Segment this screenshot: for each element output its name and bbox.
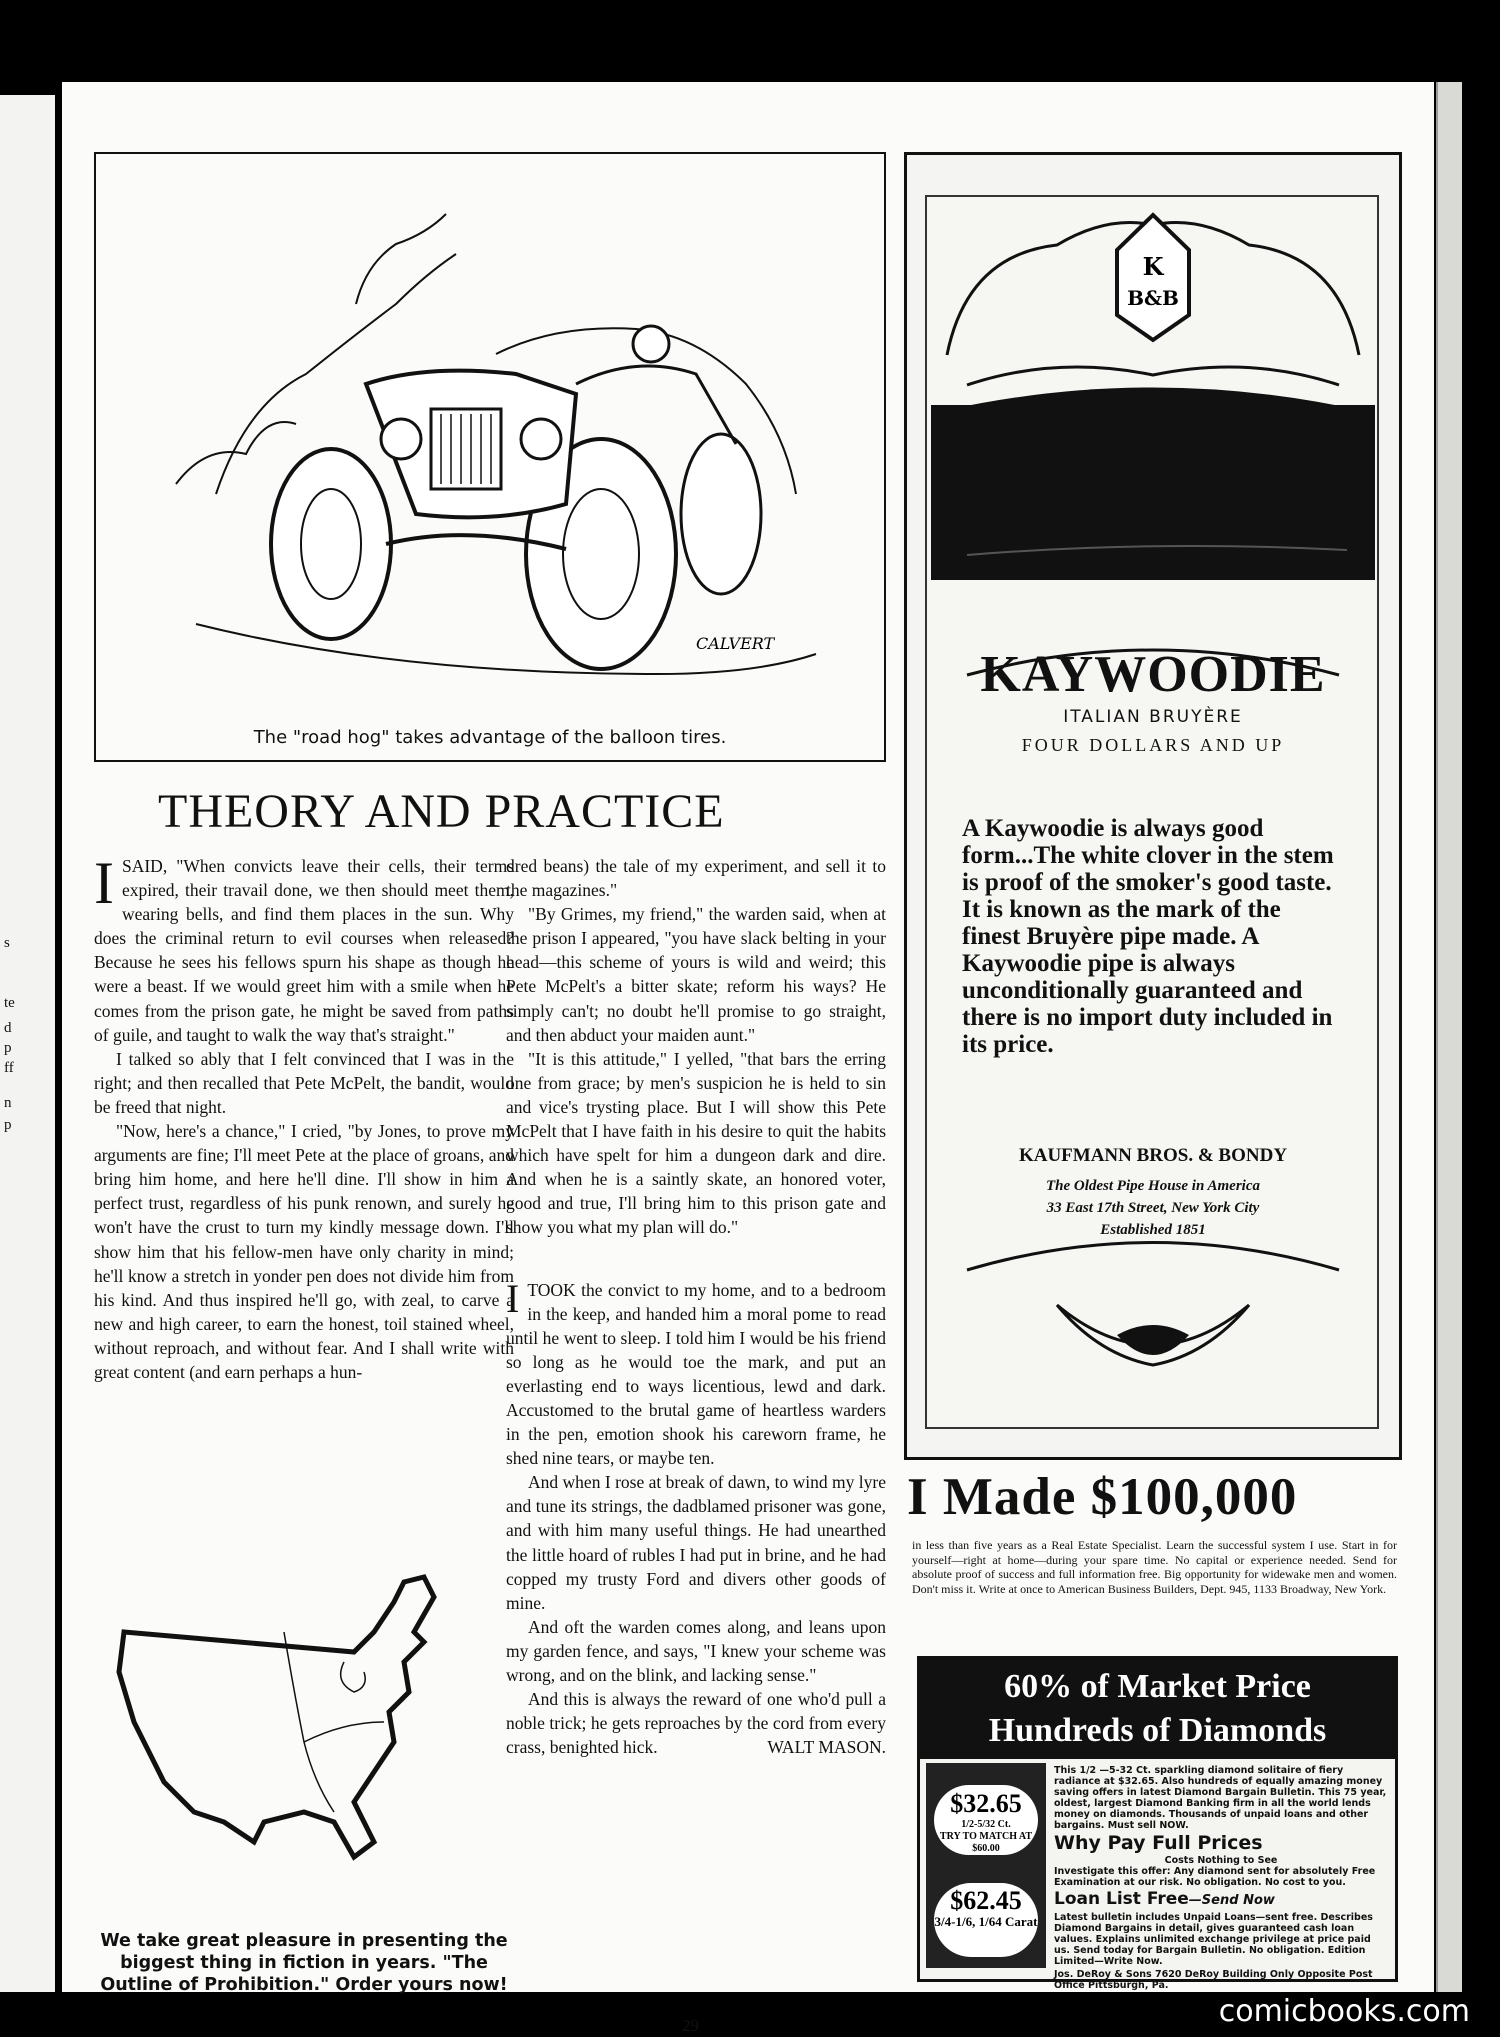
diamond-footer: Jos. DeRoy & Sons 7620 DeRoy Building Only Opposite Post Office Pittsburgh, Pa. (1054, 1969, 1373, 1991)
ad-ornaments (907, 155, 1399, 1457)
kaywoodie-company: KAUFMANN BROS. & BONDY (1018, 1145, 1288, 1166)
united-states-map (104, 1572, 494, 1867)
emblem-letters: B&B (1127, 286, 1179, 310)
prev-page-fragment: te (4, 995, 15, 1011)
road-hog-illustration (94, 152, 886, 762)
paragraph: "It is this attitude," I yelled, "that bars the erring one from grace; by men's suspicion he is held to sin and vice's trysting place. But I will show this Pete McPelt that I have faith in his desire to quit the habits which have spelt for him a dungeon dark and dire. And when he is a saintly skate, an honored voter, good and true, I'll bring him to this prison gate and show you what my plan will do." (506, 1048, 886, 1238)
price: $62.45 (950, 1886, 1022, 1915)
paragraph: "By Grimes, my friend," the warden said, when at the prison I appeared, "you have slack belting in your head—this scheme of yours is wild and weird; this Pete McPelt's a bitter skate; reform his ways? He simply can't; no doubt he'll promise to go straight, and then abduct your maiden aunt." (506, 904, 886, 1045)
previous-page-edge (0, 95, 55, 1992)
prev-page-fragment: p (4, 1040, 12, 1056)
real-estate-body: in less than five years as a Real Estate Specialist. Learn the successful system I use. Start in for yourself—right at home—during your spare time. No capital or experience needed. Send for absolute proof of success and full information free. Big opportunity for widewake men and women. Don't miss it. Write at once to American Business Builders, Dept. 945, 1133 Broadway, New York. (912, 1538, 1397, 1596)
artist-signature: CALVERT (696, 634, 775, 653)
paragraph: And when I rose at break of dawn, to wind my lyre and tune its strings, the dadblamed prisoner was gone, and with him many useful things. He had unearthed the little hoard of rubles I had put in brine, and he had copped my trusty Ford and divers other goods of mine. (506, 1472, 886, 1613)
kaywoodie-price: FOUR DOLLARS AND UP (1021, 735, 1285, 755)
illustration-caption: The "road hog" takes advantage of the balloon tires. (253, 727, 727, 748)
kaywoodie-advertisement (904, 152, 1402, 1460)
paragraph: And oft the warden comes along, and leans upon my garden fence, and says, "I knew your scheme was wrong, and on the blink, and lacking sense." (506, 1616, 886, 1685)
promo-text: We take great pleasure in presenting the biggest thing in fiction in years. "The Outline of Prohibition." Order yours now! (100, 1931, 508, 1995)
paragraph: TOOK the convict to my home, and to a bedroom in the keep, and handed him a moral pome to read until he went to sleep. I told him I would be his friend so long as he would toe the mark, and put an everlasting end to ways licentious, lewd and dark. Accustomed to the brutal game of heartless warders in the pen, emotion shook his careworn frame, he shed nine tears, or maybe ten. (506, 1279, 886, 1469)
paragraph: I talked so ably that I felt convinced that I was in the right; and then recalled that Pete McPelt, the bandit, would be freed that night. (94, 1048, 514, 1117)
diamond-heading: Why Pay Full Prices (1054, 1832, 1263, 1854)
prev-page-fragment: p (4, 1117, 12, 1133)
ring-images (926, 1763, 1046, 1968)
diamond-advertisement (917, 1656, 1398, 1991)
diamond-copy (1054, 1765, 1388, 1991)
price: $32.65 (950, 1789, 1022, 1818)
watermark: comicbooks.com (1218, 1994, 1470, 2029)
diamond-text: This 1/2 —5-32 Ct. sparkling diamond solitaire of fiery radiance at $32.65. Also hundreds of equally amazing money saving offers in latest Diamond Bargain Bulletin. This 75 year, oldest, largest Diamond Banking firm in all the world lends money on diamonds. Thousands of unpaid loans and other bargains. Must sell NOW. (1054, 1765, 1387, 1831)
price-weight: 3/4-1/6, 1/64 Carat (934, 1914, 1038, 1929)
prev-page-fragment: d (4, 1020, 12, 1036)
diamond-heading: Loan List Free (1054, 1889, 1189, 1909)
paragraph: SAID, "When convicts leave their cells, their terms expired, their travail done, we then should meet them, wearing bells, and find them places in the sun. Why does the criminal return to evil courses when released? Because he sees his fellows spurn his shape as though he were a beast. If we would greet him with a smile when he comes from the prison gate, he might be saved from paths of guile, and taught to walk the way that's straight." (94, 856, 514, 1045)
diamond-subheading: Costs Nothing to See (1164, 1855, 1278, 1866)
kaywoodie-address-block (907, 1175, 1399, 1241)
diamond-subheadline: Hundreds of Diamonds (988, 1712, 1327, 1749)
kaywoodie-tagline: The Oldest Pipe House in America (1045, 1178, 1260, 1194)
price-weight: 1/2-5/32 Ct. (961, 1819, 1011, 1830)
price-badge (934, 1785, 1038, 1855)
paragraph: "Now, here's a chance," I cried, "by Jones, to prove my arguments are fine; I'll meet Pete at the place of groans, and bring him home, and here he'll dine. I'll show in him a perfect trust, regardless of his punk renown, and surely he won't have the crust to turn my kindly message down. I'll show him that his fellow-men have only charity in mind; he'll know a stretch in yonder pen does not divide him from his kind. And thus inspired he'll go, with zeal, to carve a new and high career, to earn the honest, toil stained wheel, without reproach, and without fear. And I shall write with great content (and earn perhaps a hun- (94, 1121, 514, 1382)
book-edge (1436, 82, 1462, 1992)
prev-page-fragment: n (4, 1095, 12, 1111)
paragraph: dred beans) the tale of my experiment, and sell it to the magazines." (506, 856, 886, 901)
kaywoodie-copy: A Kaywoodie is always good form...The white clover in the stem is proof of the smoker's good taste. It is known as the mark of the finest Bruyère pipe made. A Kaywoodie pipe is always unconditionally guaranteed and there is no import duty included in its price. (962, 815, 1334, 1058)
diamond-heading-suffix: —Send Now (1188, 1893, 1275, 1908)
article-column-2 (506, 854, 886, 1759)
emblem-letter: K (1142, 252, 1164, 281)
paragraph: And this is always the reward of one who'd pull a noble trick; he gets reproaches by the cord from every crass, benighted hick. (506, 1689, 886, 1758)
pipe-image (931, 405, 1375, 580)
section-break (506, 1240, 886, 1278)
price-badge (934, 1883, 1038, 1957)
price-note: TRY TO MATCH AT $60.00 (939, 1831, 1033, 1854)
real-estate-headline: I Made $100,000 (907, 1468, 1298, 1526)
kaywoodie-brand: KAYWOODIE (980, 646, 1326, 703)
car-drawing (96, 154, 884, 760)
kaywoodie-established: Established 1851 (1100, 1222, 1206, 1238)
author-byline: WALT MASON. (767, 1737, 886, 1758)
diamond-text: Latest bulletin includes Unpaid Loans—sent free. Describes Diamond Bargains in detail, gives guaranteed cash loan values. Explains unlimited exchange privilege at price paid us. Send today for Bargain Bulletin. No obligation. Edition Limited—Write Now. (1054, 1912, 1373, 1967)
kaywoodie-address: 33 East 17th Street, New York City (1046, 1200, 1260, 1216)
kaywoodie-subtitle: ITALIAN BRUYÈRE (1063, 707, 1243, 727)
drop-cap: I (94, 850, 114, 916)
drop-cap: I (506, 1275, 520, 1321)
article-title: THEORY AND PRACTICE (158, 785, 725, 838)
page-number: 29 (682, 2016, 699, 2035)
diamond-text: Investigate this offer: Any diamond sent for absolutely Free Examination at our risk. No obligation. No cost to you. (1054, 1866, 1376, 1888)
diamond-headline: 60% of Market Price (1004, 1668, 1311, 1705)
diamond-headline-block (920, 1659, 1395, 1759)
prev-page-fragment: s (4, 935, 10, 951)
article-column-1 (94, 850, 514, 1384)
prev-page-fragment: ff (4, 1060, 14, 1076)
